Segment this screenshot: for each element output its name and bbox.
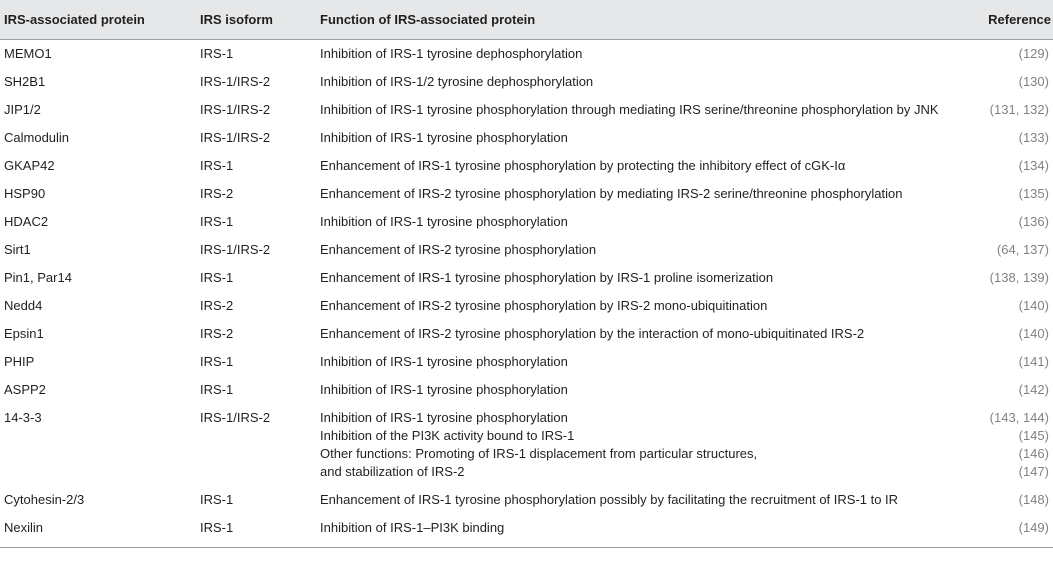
cell-isoform: IRS-1: [200, 270, 234, 285]
function-line: Inhibition of the PI3K activity bound to IRS-1: [320, 428, 575, 443]
reference-line: (130): [1018, 74, 1049, 89]
reference-line: (135): [1018, 186, 1049, 201]
reference-link[interactable]: 147: [1022, 464, 1045, 479]
cell-reference: [971, 376, 1053, 404]
cell-protein: SH2B1: [4, 74, 46, 89]
cell-function: [316, 236, 971, 264]
cell-isoform: IRS-1: [196, 514, 316, 548]
reference-line: (136): [1018, 214, 1049, 229]
cell-isoform: IRS-2: [200, 298, 234, 313]
reference-link[interactable]: 129: [1022, 46, 1045, 61]
cell-function: [316, 124, 971, 152]
table-row: [0, 68, 1053, 96]
cell-reference: [971, 320, 1053, 348]
cell-protein: Sirt1: [4, 242, 31, 257]
function-line: Inhibition of IRS-1–PI3K binding: [320, 520, 505, 535]
reference-link[interactable]: 132: [1022, 102, 1045, 117]
cell-protein: 14-3-3: [4, 410, 42, 425]
function-line: Enhancement of IRS-2 tyrosine phosphorylation: [320, 242, 597, 257]
cell-protein: GKAP42: [4, 158, 55, 173]
table-row: [0, 152, 1053, 180]
cell-function: [316, 376, 971, 404]
table-row: [0, 348, 1053, 376]
table-row: [0, 264, 1053, 292]
table-row: [0, 208, 1053, 236]
table-row: [0, 96, 1053, 124]
cell-isoform: IRS-1/IRS-2: [200, 242, 271, 257]
cell-isoform: IRS-1/IRS-2: [200, 102, 271, 117]
table-row: [0, 180, 1053, 208]
cell-function: [316, 68, 971, 96]
cell-isoform: IRS-1: [200, 46, 234, 61]
cell-reference: [971, 486, 1053, 514]
reference-link[interactable]: 144: [1022, 410, 1045, 425]
cell-isoform: IRS-1/IRS-2: [200, 74, 271, 89]
cell-protein: Epsin1: [4, 326, 44, 341]
cell-reference: [971, 236, 1053, 264]
header-protein: IRS-associated protein: [0, 0, 196, 40]
reference-link[interactable]: 137: [1022, 242, 1045, 257]
reference-link[interactable]: 143: [994, 410, 1016, 425]
reference-link[interactable]: 148: [1022, 492, 1045, 507]
cell-function: [316, 180, 971, 208]
function-line: Enhancement of IRS-1 tyrosine phosphorylation possibly by facilitating the recruitment of IRS-1 to IR: [320, 492, 899, 507]
cell-reference: [971, 40, 1053, 69]
cell-reference: [971, 68, 1053, 96]
cell-reference: [971, 152, 1053, 180]
cell-protein: Nexilin: [0, 514, 196, 548]
cell-reference: [971, 348, 1053, 376]
table-row: [0, 514, 1053, 548]
cell-protein: JIP1/2: [4, 102, 41, 117]
cell-isoform: IRS-1: [200, 158, 234, 173]
reference-link[interactable]: 142: [1022, 382, 1045, 397]
cell-isoform: IRS-1/IRS-2: [200, 130, 271, 145]
function-line: Inhibition of IRS-1 tyrosine phosphorylation: [320, 410, 568, 425]
cell-function: [316, 96, 971, 124]
cell-protein: Cytohesin-2/3: [4, 492, 85, 507]
reference-line: (143, 144): [989, 410, 1049, 425]
reference-line: (134): [1018, 158, 1049, 173]
table-row: [0, 292, 1053, 320]
reference-link[interactable]: 138: [994, 270, 1016, 285]
reference-line: (131, 132): [989, 102, 1049, 117]
reference-link[interactable]: 64: [1001, 242, 1016, 257]
table-header: [0, 0, 1053, 40]
cell-protein: PHIP: [4, 354, 35, 369]
cell-function: [316, 514, 971, 548]
cell-reference: [971, 180, 1053, 208]
function-line: Enhancement of IRS-2 tyrosine phosphorylation by mediating IRS-2 serine/threonine phosphorylation: [320, 186, 903, 201]
function-line: Inhibition of IRS-1 tyrosine phosphorylation: [320, 214, 568, 229]
reference-link[interactable]: 130: [1022, 74, 1045, 89]
function-line: Enhancement of IRS-1 tyrosine phosphorylation by protecting the inhibitory effect of cGK-Iα: [320, 158, 846, 173]
cell-function: [316, 208, 971, 236]
reference-link[interactable]: 139: [1022, 270, 1045, 285]
reference-link[interactable]: 134: [1022, 158, 1045, 173]
table-row: [0, 404, 1053, 486]
cell-function: [316, 40, 971, 69]
function-line: Inhibition of IRS-1 tyrosine phosphorylation: [320, 354, 568, 369]
cell-function: [316, 292, 971, 320]
reference-line: (129): [1018, 46, 1049, 61]
cell-function: [316, 152, 971, 180]
cell-function: [316, 320, 971, 348]
reference-line: (145): [1018, 428, 1049, 443]
function-line: Enhancement of IRS-1 tyrosine phosphorylation by IRS-1 proline isomerization: [320, 270, 774, 285]
header-function: Function of IRS-associated protein: [316, 0, 971, 40]
reference-line: (64, 137): [996, 242, 1049, 257]
reference-line: (138, 139): [989, 270, 1049, 285]
cell-protein: ASPP2: [4, 382, 46, 397]
cell-function: [316, 486, 971, 514]
reference-link[interactable]: 131: [994, 102, 1016, 117]
cell-protein: Nedd4: [4, 298, 43, 313]
reference-line: (140): [1018, 298, 1049, 313]
reference-line: (133): [1018, 130, 1049, 145]
cell-function: [316, 348, 971, 376]
reference-line: (149): [1018, 520, 1049, 535]
function-line: and stabilization of IRS-2: [320, 464, 465, 479]
reference-link[interactable]: 133: [1022, 130, 1045, 145]
reference-line: (147): [1018, 464, 1049, 479]
table-row: [0, 236, 1053, 264]
function-line: Inhibition of IRS-1 tyrosine phosphorylation through mediating IRS serine/threonine phosphorylation by JNK: [320, 102, 939, 117]
header-reference: Reference: [971, 0, 1053, 40]
table-row: [0, 40, 1053, 69]
reference-link[interactable]: 140: [1022, 298, 1045, 313]
cell-protein: MEMO1: [4, 46, 52, 61]
function-line: Enhancement of IRS-2 tyrosine phosphorylation by the interaction of mono-ubiquitinated IRS-2: [320, 326, 865, 341]
function-line: Other functions: Promoting of IRS-1 displacement from particular structures,: [320, 446, 758, 461]
function-line: Inhibition of IRS-1 tyrosine phosphorylation: [320, 130, 568, 145]
reference-line: (142): [1018, 382, 1049, 397]
table-row: [0, 486, 1053, 514]
reference-link[interactable]: 135: [1022, 186, 1045, 201]
cell-reference: [971, 208, 1053, 236]
cell-isoform: IRS-1: [200, 214, 234, 229]
table-body: [0, 40, 1053, 548]
cell-function: [316, 264, 971, 292]
cell-reference: [971, 96, 1053, 124]
cell-isoform: IRS-1: [200, 354, 234, 369]
header-row: [0, 0, 1053, 40]
cell-reference: [971, 404, 1053, 486]
cell-reference: [971, 514, 1053, 548]
cell-function: [316, 404, 971, 486]
cell-isoform: IRS-2: [200, 186, 234, 201]
cell-protein: HSP90: [4, 186, 46, 201]
cell-reference: [971, 264, 1053, 292]
cell-protein: HDAC2: [4, 214, 49, 229]
reference-link[interactable]: 149: [1022, 520, 1045, 535]
reference-link[interactable]: 141: [1022, 354, 1045, 369]
reference-line: (141): [1018, 354, 1049, 369]
cell-isoform: IRS-1/IRS-2: [200, 410, 271, 425]
cell-reference: [971, 292, 1053, 320]
function-line: Inhibition of IRS-1/2 tyrosine dephosphorylation: [320, 74, 594, 89]
reference-link[interactable]: 145: [1022, 428, 1045, 443]
cell-isoform: IRS-2: [200, 326, 234, 341]
table-row: [0, 376, 1053, 404]
table-row: [0, 124, 1053, 152]
function-line: Enhancement of IRS-2 tyrosine phosphorylation by IRS-2 mono-ubiquitination: [320, 298, 768, 313]
reference-line: (148): [1018, 492, 1049, 507]
reference-line: (140): [1018, 326, 1049, 341]
function-line: Inhibition of IRS-1 tyrosine dephosphorylation: [320, 46, 583, 61]
function-line: Inhibition of IRS-1 tyrosine phosphorylation: [320, 382, 568, 397]
cell-protein: Calmodulin: [4, 130, 70, 145]
cell-reference: [971, 124, 1053, 152]
reference-link[interactable]: 146: [1022, 446, 1045, 461]
reference-link[interactable]: 140: [1022, 326, 1045, 341]
cell-isoform: IRS-1: [200, 492, 234, 507]
reference-line: (146): [1018, 446, 1049, 461]
cell-protein: Pin1, Par14: [4, 270, 72, 285]
reference-link[interactable]: 136: [1022, 214, 1045, 229]
header-isoform: IRS isoform: [196, 0, 316, 40]
cell-isoform: IRS-1: [200, 382, 234, 397]
table-row: [0, 320, 1053, 348]
